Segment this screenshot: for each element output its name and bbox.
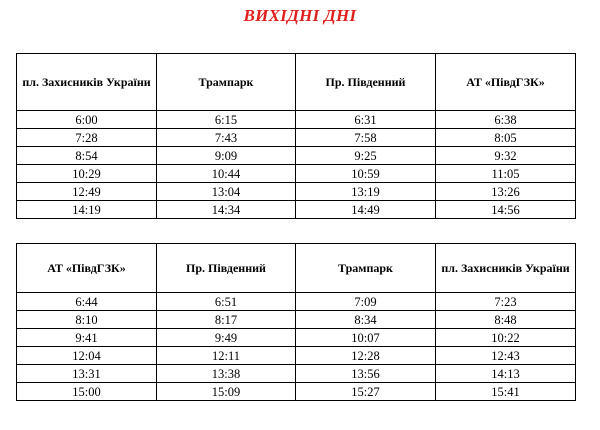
column-header: пл. Захисників України <box>17 54 157 111</box>
time-cell: 9:25 <box>296 147 436 165</box>
table-row <box>17 383 576 401</box>
time-cell: 14:13 <box>436 365 576 383</box>
time-cell: 6:15 <box>157 111 296 129</box>
table-row <box>17 311 576 329</box>
time-cell: 12:11 <box>157 347 296 365</box>
time-cell: 6:31 <box>296 111 436 129</box>
time-cell: 7:43 <box>157 129 296 147</box>
time-cell: 15:27 <box>296 383 436 401</box>
time-cell: 9:41 <box>17 329 157 347</box>
column-header: Пр. Південний <box>296 54 436 111</box>
time-cell: 10:59 <box>296 165 436 183</box>
time-cell: 15:00 <box>17 383 157 401</box>
time-cell: 9:32 <box>436 147 576 165</box>
time-cell: 11:05 <box>436 165 576 183</box>
table-row <box>17 329 576 347</box>
time-cell: 7:09 <box>296 293 436 311</box>
table-header-row <box>17 244 576 293</box>
time-cell: 9:49 <box>157 329 296 347</box>
time-cell: 9:09 <box>157 147 296 165</box>
time-cell: 14:34 <box>157 201 296 219</box>
column-header: Трампарк <box>157 54 296 111</box>
time-cell: 13:04 <box>157 183 296 201</box>
table-row <box>17 293 576 311</box>
table-row <box>17 347 576 365</box>
time-cell: 13:38 <box>157 365 296 383</box>
column-header: Пр. Південний <box>157 244 296 293</box>
time-cell: 10:07 <box>296 329 436 347</box>
column-header: пл. Захисників України <box>436 244 576 293</box>
time-cell: 8:54 <box>17 147 157 165</box>
table-row <box>17 365 576 383</box>
time-cell: 13:26 <box>436 183 576 201</box>
time-cell: 10:29 <box>17 165 157 183</box>
time-cell: 15:41 <box>436 383 576 401</box>
time-cell: 13:19 <box>296 183 436 201</box>
time-cell: 8:10 <box>17 311 157 329</box>
table-row <box>17 147 576 165</box>
column-header: АТ «ПівдГЗК» <box>17 244 157 293</box>
column-header: АТ «ПівдГЗК» <box>436 54 576 111</box>
time-cell: 12:43 <box>436 347 576 365</box>
schedule-table-return <box>16 243 576 401</box>
table-row <box>17 165 576 183</box>
time-cell: 10:22 <box>436 329 576 347</box>
time-cell: 7:28 <box>17 129 157 147</box>
time-cell: 6:38 <box>436 111 576 129</box>
time-cell: 7:58 <box>296 129 436 147</box>
time-cell: 6:51 <box>157 293 296 311</box>
time-cell: 8:17 <box>157 311 296 329</box>
time-cell: 8:48 <box>436 311 576 329</box>
time-cell: 8:34 <box>296 311 436 329</box>
time-cell: 12:49 <box>17 183 157 201</box>
table-header-row <box>17 54 576 111</box>
time-cell: 7:23 <box>436 293 576 311</box>
schedule-table-outbound <box>16 53 576 219</box>
page-title: ВИХІДНІ ДНІ <box>243 6 357 25</box>
time-cell: 12:04 <box>17 347 157 365</box>
table-row <box>17 111 576 129</box>
time-cell: 15:09 <box>157 383 296 401</box>
time-cell: 10:44 <box>157 165 296 183</box>
table-row <box>17 183 576 201</box>
table-row <box>17 129 576 147</box>
time-cell: 6:00 <box>17 111 157 129</box>
table-row <box>17 201 576 219</box>
time-cell: 13:56 <box>296 365 436 383</box>
time-cell: 14:49 <box>296 201 436 219</box>
time-cell: 12:28 <box>296 347 436 365</box>
column-header: Трампарк <box>296 244 436 293</box>
time-cell: 14:19 <box>17 201 157 219</box>
time-cell: 14:56 <box>436 201 576 219</box>
time-cell: 8:05 <box>436 129 576 147</box>
time-cell: 6:44 <box>17 293 157 311</box>
time-cell: 13:31 <box>17 365 157 383</box>
